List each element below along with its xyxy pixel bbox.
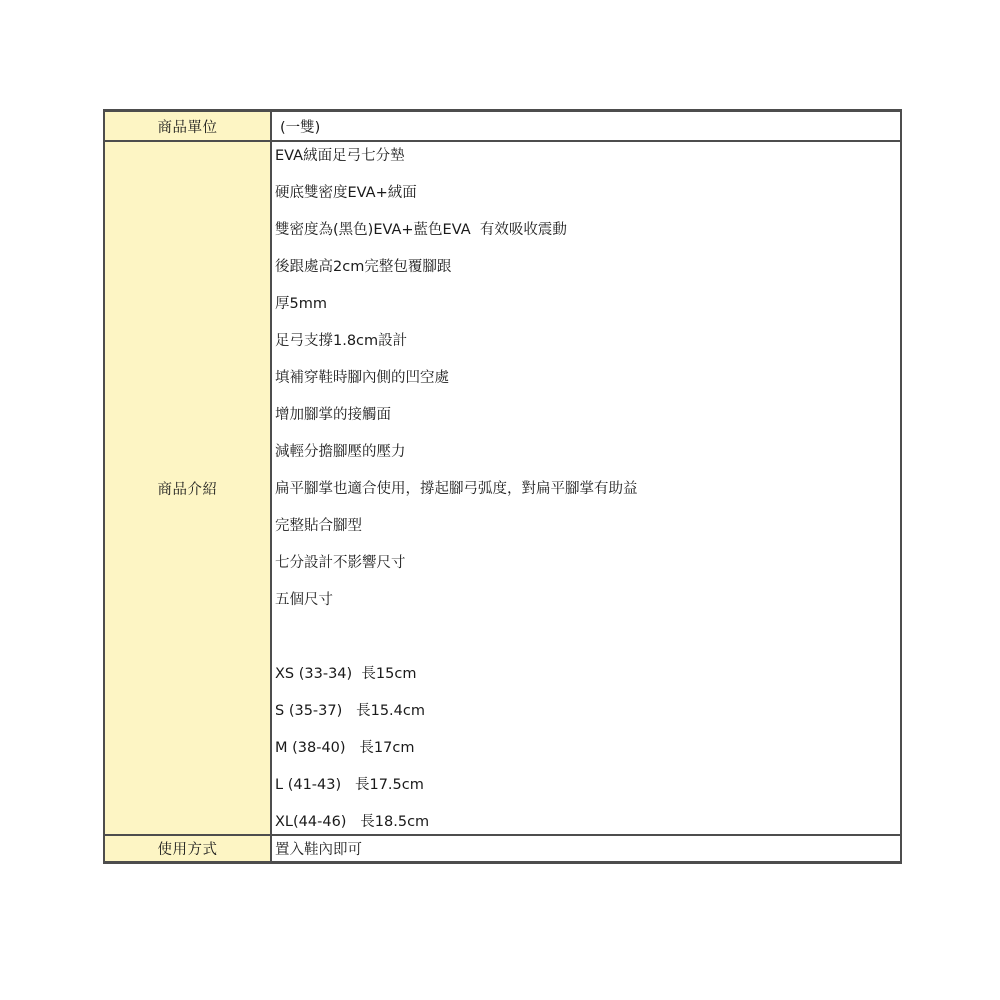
intro-line: 填補穿鞋時腳內側的凹空處 [275, 370, 449, 386]
intro-line: 硬底雙密度EVA+絨面 [275, 185, 417, 201]
intro-line: 後跟處高2cm完整包覆腳跟 [275, 259, 452, 275]
unit-label: 商品單位 [104, 111, 271, 142]
size-line: XL(44-46) 長18.5cm [275, 814, 430, 830]
size-line: XS (33-34) 長15cm [275, 666, 417, 682]
table-row-intro [104, 141, 901, 835]
intro-line: 雙密度為(黑色)EVA+藍色EVA 有效吸收震動 [275, 222, 567, 238]
unit-value-cell [271, 111, 901, 142]
intro-line-blank [275, 627, 900, 664]
intro-line: 足弓支撐1.8cm設計 [275, 333, 408, 349]
intro-description-list [272, 142, 900, 834]
intro-line: 增加腳掌的接觸面 [275, 407, 391, 423]
intro-line: 七分設計不影響尺寸 [275, 555, 406, 571]
product-spec-table [103, 109, 902, 864]
usage-label: 使用方式 [104, 835, 271, 863]
intro-value-cell [271, 141, 901, 835]
table-row-unit [104, 111, 901, 142]
table-row-usage [104, 835, 901, 863]
intro-line: 五個尺寸 [275, 592, 333, 608]
intro-line: 減輕分擔腳壓的壓力 [275, 444, 406, 460]
size-line: M (38-40) 長17cm [275, 740, 415, 756]
intro-line: 厚5mm [275, 296, 327, 312]
usage-value: 置入鞋內即可 [275, 842, 362, 858]
intro-line: 完整貼合腳型 [275, 518, 362, 534]
intro-label: 商品介紹 [104, 141, 271, 835]
intro-line: EVA絨面足弓七分墊 [275, 148, 405, 164]
unit-value: (一雙) [280, 119, 321, 136]
size-line: L (41-43) 長17.5cm [275, 777, 424, 793]
usage-value-cell [271, 835, 901, 863]
size-line: S (35-37) 長15.4cm [275, 703, 425, 719]
intro-line: 扁平腳掌也適合使用，撐起腳弓弧度，對扁平腳掌有助益 [275, 481, 638, 497]
